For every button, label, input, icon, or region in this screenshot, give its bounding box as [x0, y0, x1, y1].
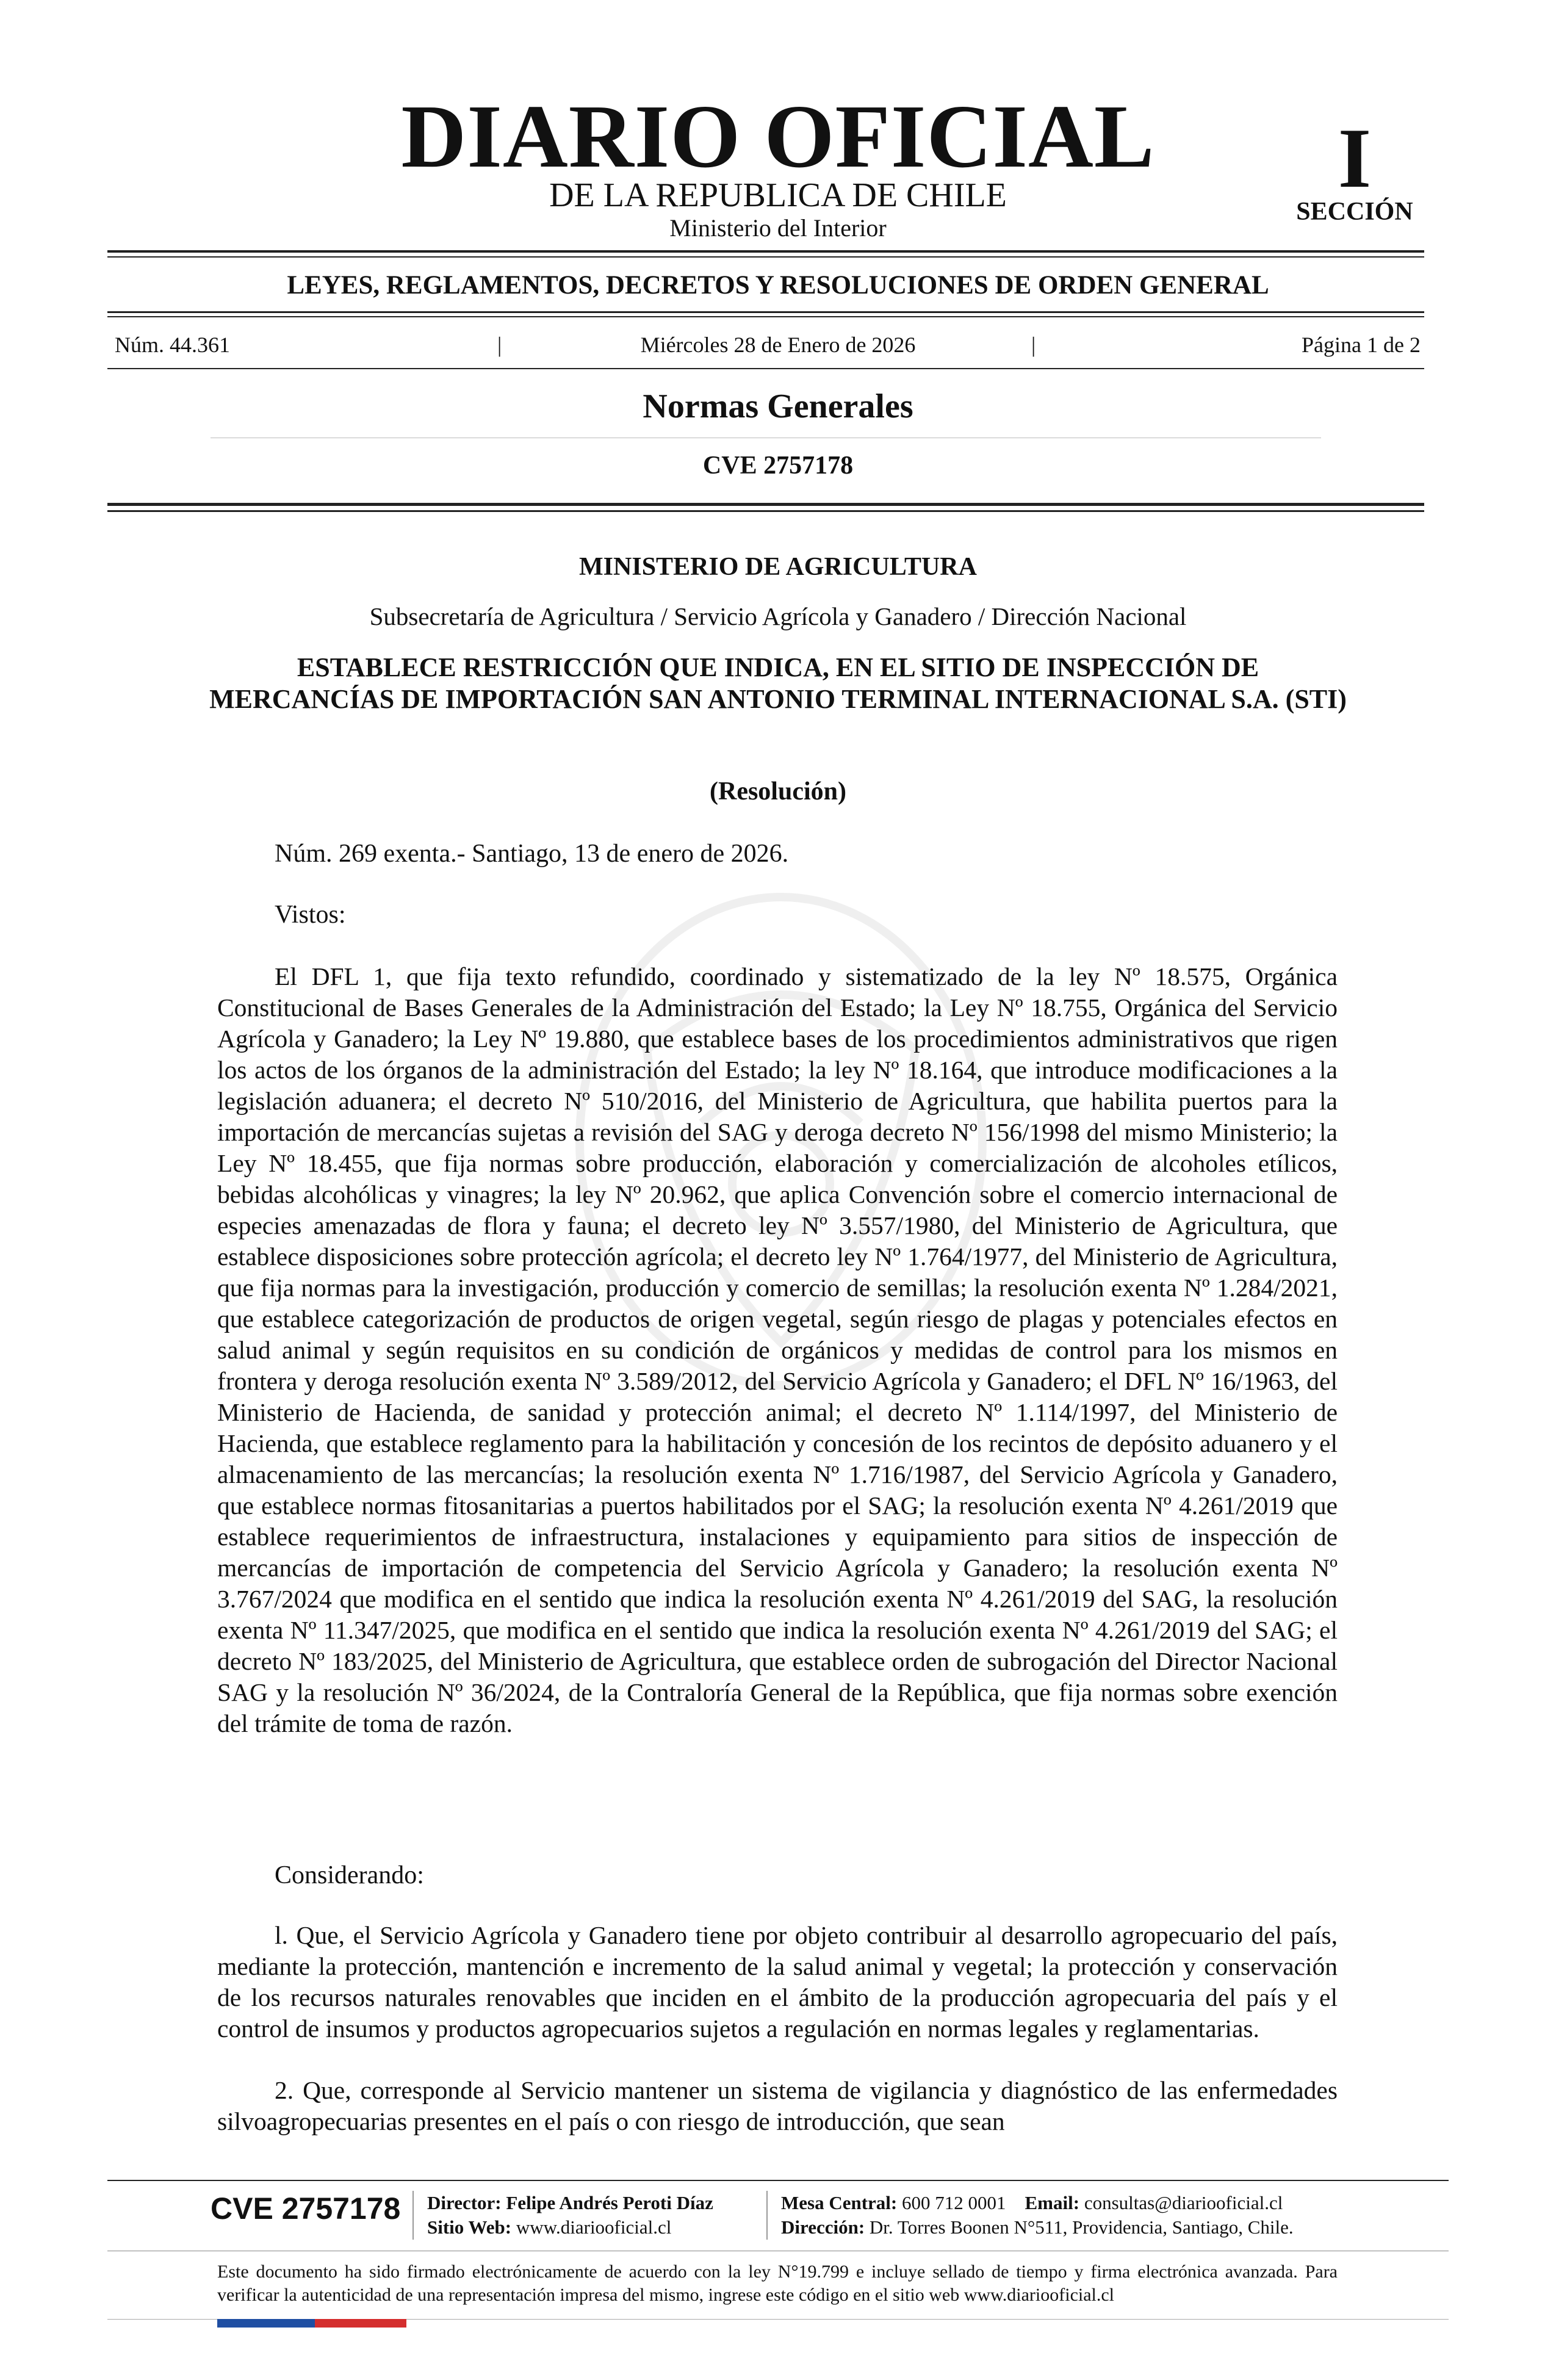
- footer-rule-top: [107, 2180, 1449, 2181]
- body-double-rule-top: [107, 503, 1424, 506]
- footer-director-block: [427, 2191, 713, 2240]
- website-link[interactable]: www.diariooficial.cl: [516, 2216, 672, 2238]
- info-separator: |: [497, 333, 502, 357]
- address-value: Dr. Torres Boonen N°511, Providencia, Santiago, Chile.: [869, 2216, 1294, 2238]
- masthead-ministry: Ministerio del Interior: [669, 214, 887, 242]
- issue-number: Núm. 44.361: [115, 333, 230, 357]
- infobar-rule: [107, 368, 1424, 369]
- body-double-rule-bottom: [107, 510, 1424, 512]
- considerando-paragraph-1: l. Que, el Servicio Agrícola y Ganadero tiene por objeto contribuir al desarrollo agropecuario del país, mediante la protección, mantención e incremento de la salud animal y vegetal; la protección y conservación de los recursos naturales renovables que inciden en el ámbito de la producción agropecuaria del país y el control de insumos y productos agropecuarios sujetos a regulación en normas legales y reglamentarias.: [217, 1921, 1338, 2043]
- section-heading: Normas Generales: [643, 388, 913, 425]
- email-label: Email:: [1025, 2192, 1080, 2213]
- footer-divider-2: [766, 2191, 768, 2240]
- footer-contact-block: [781, 2191, 1294, 2240]
- address-label: Dirección:: [781, 2216, 865, 2238]
- section-number: I: [1338, 111, 1372, 206]
- phone-number: 600 712 0001: [902, 2192, 1006, 2213]
- page-indicator: Página 1 de 2: [1302, 333, 1421, 357]
- issuing-office: Subsecretaría de Agricultura / Servicio Agrícola y Ganadero / Dirección Nacional: [369, 602, 1187, 630]
- category-rule-top: [107, 311, 1424, 313]
- footer-cve-code: CVE 2757178: [211, 2191, 401, 2226]
- phone-label: Mesa Central:: [781, 2192, 898, 2213]
- header-double-rule-bottom: [107, 256, 1424, 258]
- flag-stripe-red: [315, 2319, 406, 2328]
- masthead-title: DIARIO OFICIAL: [401, 87, 1155, 187]
- website-label: Sitio Web:: [427, 2216, 512, 2238]
- vistos-paragraph: El DFL 1, que fija texto refundido, coordinado y sistematizado de la ley Nº 18.575, Orgánica Constitucional de Bases Generales de la Administración del Estado; la Ley Nº 18.755, Orgánica del Servicio Agrícola y Ganadero; la Ley Nº 19.880, que establece bases de los procedimientos administrativos que rigen los actos de los órganos de la administración del Estado; la ley Nº 18.164, que introduce modificaciones a la legislación aduanera; el decreto Nº 510/2016, del Ministerio de Agricultura, que habilita puertos para la importación de mercancías sujetas a revisión del SAG y deroga decreto Nº 156/1998 del mismo Ministerio; la Ley Nº 18.455, que fija normas sobre producción, elaboración y comercialización de alcoholes etílicos, bebidas alcohólicas y vinagres; la ley Nº 20.962, que aplica Convención sobre el comercio internacional de especies amenazadas de flora y fauna; el decreto ley Nº 3.557/1980, del Ministerio de Agricultura, que establece disposiciones sobre protección agrícola; el decreto ley Nº 1.764/1977, del Ministerio de Agricultura, que fija normas para la investigación, producción y comercio de semillas; la resolución exenta Nº 1.284/2021, que establece categorización de productos de origen vegetal, según riesgo de plagas y potenciales efectos en salud animal y según requisitos en su condición de orgánicos y medidas de control para los mismos en frontera y deroga resolución exenta Nº 3.589/2012, del Servicio Agrícola y Ganadero; el DFL Nº 16/1963, del Ministerio de Hacienda, de sanidad y protección animal; el decreto Nº 1.114/1997, del Ministerio de Hacienda, que establece reglamento para la habilitación y concesión de los recintos de depósito aduanero y el almacenamiento de las mercancías; la resolución exenta Nº 1.716/1987, del Servicio Agrícola y Ganadero, que establece normas fitosanitarias a puertos habilitados por el SAG; la resolución exenta Nº 4.261/2019 que establece requerimientos de infraestructura, instalaciones y equipamiento para sitios de inspección de mercancías de importación de competencia del Servicio Agrícola y Ganadero; la resolución exenta Nº 3.767/2024 que modifica en el sentido que indica la resolución exenta Nº 4.261/2019 del SAG, la resolución exenta Nº 11.347/2025, que modifica en el sentido que indica la resolución exenta Nº 4.261/2019 del SAG; el decreto Nº 183/2025, del Ministerio de Agricultura, que establece orden de subrogación del Director Nacional SAG y la resolución Nº 36/2024, de la Contraloría General de la República, que fija normas sobre exención del trámite de toma de razón.: [217, 962, 1338, 1737]
- resolution-number: Núm. 269 exenta.- Santiago, 13 de enero de 2026.: [275, 840, 789, 868]
- issuing-ministry: MINISTERIO DE AGRICULTURA: [579, 553, 977, 581]
- footer-divider-1: [412, 2191, 414, 2240]
- footer-legal-notice: Este documento ha sido firmado electrónicamente de acuerdo con la ley N°19.799 e incluye sellado de tiempo y firma electrónica avanzada. Para verificar la autenticidad de una representación impresa del mismo, ingrese este código en el sitio web www.diariooficial.cl: [217, 2262, 1338, 2305]
- section-label: SECCIÓN: [1296, 198, 1413, 226]
- cve-code: CVE 2757178: [702, 452, 854, 480]
- email-link[interactable]: consultas@diariooficial.cl: [1084, 2192, 1283, 2213]
- info-separator: |: [1031, 333, 1036, 357]
- director-label: Director:: [427, 2192, 502, 2213]
- header-double-rule-top: [107, 250, 1424, 253]
- masthead-subtitle: DE LA REPUBLICA DE CHILE: [549, 176, 1007, 214]
- resolution-type: (Resolución): [710, 777, 846, 806]
- considerando-paragraph-2: 2. Que, corresponde al Servicio mantener un sistema de vigilancia y diagnóstico de las enfermedades silvoagropecuarias presentes en el país o con riesgo de introducción, que sean: [217, 2076, 1338, 2135]
- vistos-heading: Vistos:: [275, 901, 346, 929]
- flag-stripe-blue: [217, 2319, 315, 2328]
- category-rule-bottom: [107, 316, 1424, 317]
- issue-date: Miércoles 28 de Enero de 2026: [640, 333, 916, 357]
- director-name: Felipe Andrés Peroti Díaz: [506, 2192, 713, 2213]
- category-heading: LEYES, REGLAMENTOS, DECRETOS Y RESOLUCIONES DE ORDEN GENERAL: [287, 271, 1269, 300]
- resolution-title: ESTABLECE RESTRICCIÓN QUE INDICA, EN EL SITIO DE INSPECCIÓN DE MERCANCÍAS DE IMPORTACIÓN SAN ANTONIO TERMINAL INTERNACIONAL S.A. (STI): [209, 652, 1347, 714]
- considerando-heading: Considerando:: [275, 1861, 424, 1889]
